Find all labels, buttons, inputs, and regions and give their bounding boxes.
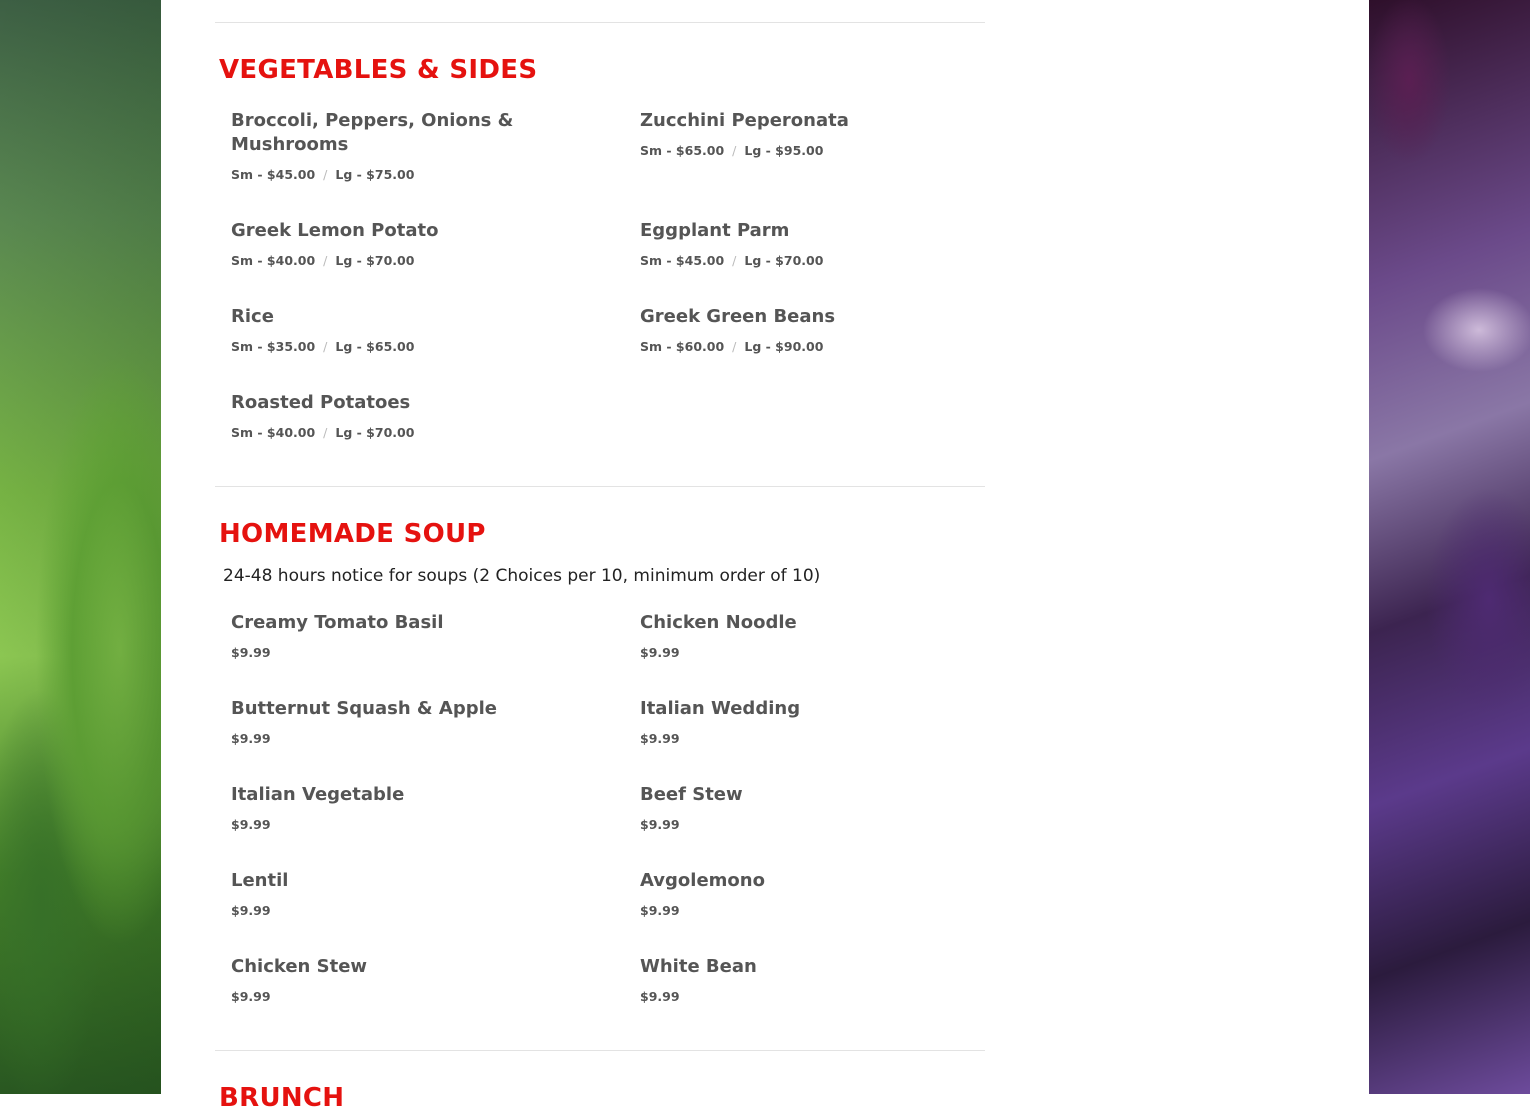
- section-note: 24-48 hours notice for soups (2 Choices per 10, minimum order of 10): [223, 566, 821, 586]
- item-name: Beef Stew: [640, 784, 743, 805]
- price-separator: /: [732, 253, 737, 268]
- menu-item[interactable]: [231, 219, 561, 269]
- item-name: Italian Wedding: [640, 698, 801, 719]
- price-small: Sm - $35.00: [231, 339, 316, 354]
- menu-item[interactable]: [231, 109, 561, 183]
- menu-item[interactable]: [231, 305, 561, 355]
- price-separator: /: [732, 143, 737, 158]
- price-small: Sm - $40.00: [231, 253, 316, 268]
- item-price: $9.99: [640, 817, 680, 832]
- item-name: Roasted Potatoes: [231, 392, 411, 413]
- price-separator: /: [732, 339, 737, 354]
- item-name: Eggplant Parm: [640, 220, 790, 241]
- item-name: Butternut Squash & Apple: [231, 698, 497, 719]
- item-name: Rice: [231, 306, 274, 327]
- section-title: VEGETABLES & SIDES: [219, 55, 538, 85]
- menu-item[interactable]: [231, 955, 561, 1005]
- price-large: Lg - $70.00: [335, 253, 415, 268]
- price-large: Lg - $65.00: [335, 339, 415, 354]
- item-price: $9.99: [640, 645, 680, 660]
- item-price: $9.99: [231, 731, 271, 746]
- item-name: Broccoli, Peppers, Onions & Mushrooms: [231, 110, 514, 155]
- menu-item[interactable]: [231, 611, 561, 661]
- item-price: $9.99: [640, 989, 680, 1004]
- item-name: Lentil: [231, 870, 289, 891]
- item-price: $9.99: [231, 645, 271, 660]
- price-small: Sm - $65.00: [640, 143, 725, 158]
- menu-item[interactable]: [640, 697, 970, 747]
- menu-item[interactable]: [640, 305, 970, 355]
- menu-item[interactable]: [231, 697, 561, 747]
- background-image-left: [0, 0, 161, 1094]
- item-name: Greek Lemon Potato: [231, 220, 439, 241]
- section-divider: [215, 22, 985, 23]
- item-name: Chicken Noodle: [640, 612, 797, 633]
- item-name: Chicken Stew: [231, 956, 368, 977]
- item-price: $9.99: [640, 903, 680, 918]
- item-price: [640, 253, 970, 269]
- menu-content: [161, 0, 1369, 1113]
- menu-item[interactable]: [640, 219, 970, 269]
- price-small: Sm - $60.00: [640, 339, 725, 354]
- price-separator: /: [323, 425, 328, 440]
- item-price: [231, 425, 561, 441]
- item-price: $9.99: [231, 989, 271, 1004]
- item-name: Zucchini Peperonata: [640, 110, 849, 131]
- item-name: Greek Green Beans: [640, 306, 836, 327]
- menu-item[interactable]: [231, 869, 561, 919]
- section-title: BRUNCH: [219, 1083, 345, 1113]
- section-divider: [215, 486, 985, 487]
- item-name: Creamy Tomato Basil: [231, 612, 444, 633]
- price-large: Lg - $95.00: [744, 143, 824, 158]
- background-image-right: [1369, 0, 1530, 1094]
- item-name: Italian Vegetable: [231, 784, 405, 805]
- item-price: [231, 339, 561, 355]
- item-name: White Bean: [640, 956, 757, 977]
- menu-item[interactable]: [640, 869, 970, 919]
- section-divider: [215, 1050, 985, 1051]
- price-separator: /: [323, 253, 328, 268]
- price-large: Lg - $90.00: [744, 339, 824, 354]
- item-price: [640, 339, 970, 355]
- menu-item[interactable]: [231, 391, 561, 441]
- item-price: $9.99: [231, 817, 271, 832]
- price-small: Sm - $45.00: [231, 167, 316, 182]
- price-large: Lg - $70.00: [744, 253, 824, 268]
- item-price: [640, 143, 970, 159]
- item-price: [231, 253, 561, 269]
- item-name: Avgolemono: [640, 870, 765, 891]
- price-separator: /: [323, 339, 328, 354]
- section-title: HOMEMADE SOUP: [219, 519, 486, 549]
- item-price: $9.99: [640, 731, 680, 746]
- price-large: Lg - $75.00: [335, 167, 415, 182]
- item-price: [231, 167, 561, 183]
- price-small: Sm - $45.00: [640, 253, 725, 268]
- menu-item[interactable]: [640, 109, 970, 159]
- menu-item[interactable]: [640, 783, 970, 833]
- menu-item[interactable]: [231, 783, 561, 833]
- price-small: Sm - $40.00: [231, 425, 316, 440]
- menu-item[interactable]: [640, 955, 970, 1005]
- price-large: Lg - $70.00: [335, 425, 415, 440]
- menu-item[interactable]: [640, 611, 970, 661]
- price-separator: /: [323, 167, 328, 182]
- item-price: $9.99: [231, 903, 271, 918]
